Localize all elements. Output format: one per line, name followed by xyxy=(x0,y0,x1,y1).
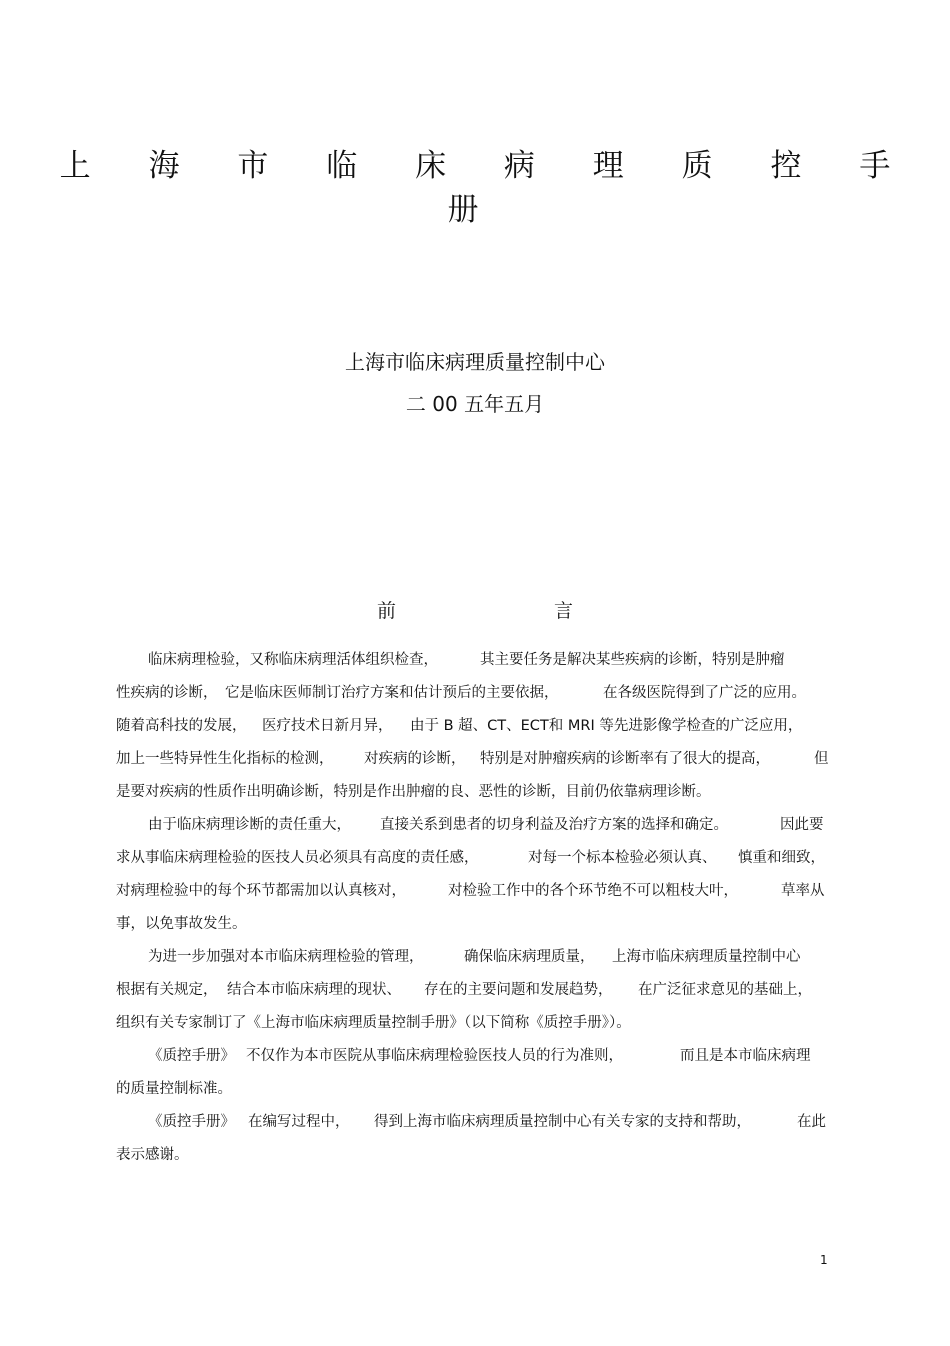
publication-date: 二 00 五年五月 xyxy=(405,392,545,416)
text-segment: 对疾病的诊断， xyxy=(364,751,466,767)
text-segment: 不仅作为本市医院从事临床病理检验医技人员的行为准则， xyxy=(246,1048,623,1064)
text-segment: 结合本市临床病理的现状、 xyxy=(227,982,401,998)
text-segment: 存在的主要问题和发展趋势， xyxy=(424,982,613,998)
text-segment: 加上一些特异性生化指标的检测， xyxy=(116,751,334,767)
text-segment: 而且是本市临床病理 xyxy=(680,1048,811,1064)
text-segment: 在各级医院得到了广泛的应用。 xyxy=(603,685,806,701)
body-line xyxy=(0,648,950,672)
page-number: 1 xyxy=(820,1253,828,1267)
text-segment: 是要对疾病的性质作出明确诊断，特别是作出肿瘤的良、恶性的诊断，目前仍依靠病理诊断。 xyxy=(116,784,711,800)
text-segment: 的质量控制标准。 xyxy=(116,1081,232,1097)
body-line xyxy=(0,912,950,936)
text-segment: 对病理检验中的每个环节都需加以认真核对， xyxy=(116,883,406,899)
text-segment: 上海市临床病理质量控制中心 xyxy=(612,949,801,965)
body-line xyxy=(0,747,950,771)
text-segment: 为进一步加强对本市临床病理检验的管理， xyxy=(148,949,424,965)
text-segment: 性疾病的诊断， xyxy=(116,685,218,701)
text-segment: 因此要 xyxy=(780,817,824,833)
body-line xyxy=(0,681,950,705)
text-segment: 在编写过程中， xyxy=(248,1114,350,1130)
text-segment: 医疗技术日新月异， xyxy=(262,718,393,734)
text-segment: 得到上海市临床病理质量控制中心有关专家的支持和帮助， xyxy=(374,1114,751,1130)
text-segment: 组织有关专家制订了《上海市临床病理质量控制手册》（以下简称《质控手册》）。 xyxy=(116,1015,631,1031)
body-line xyxy=(0,1044,950,1068)
preface-heading: 前 言 xyxy=(376,600,650,622)
body-line xyxy=(0,846,950,870)
text-segment: 对每一个标本检验必须认真、 xyxy=(528,850,717,866)
text-segment: 根据有关规定， xyxy=(116,982,218,998)
text-segment: 随着高科技的发展， xyxy=(116,718,247,734)
text-segment: 表示感谢。 xyxy=(116,1147,189,1163)
text-segment: 慎重和细致， xyxy=(738,850,825,866)
text-segment: 在广泛征求意见的基础上， xyxy=(638,982,812,998)
body-line xyxy=(0,978,950,1002)
text-segment: 特别是对肿瘤疾病的诊断率有了很大的提高， xyxy=(480,751,770,767)
text-segment: 临床病理检验，又称临床病理活体组织检查， xyxy=(148,652,438,668)
text-segment: 由于临床病理诊断的责任重大， xyxy=(148,817,351,833)
text-segment: 其主要任务是解决某些疾病的诊断，特别是肿瘤 xyxy=(480,652,785,668)
text-segment: 草率从 xyxy=(781,883,825,899)
body-line xyxy=(0,1143,950,1167)
body-line xyxy=(0,714,950,738)
body-line xyxy=(0,879,950,903)
text-segment: 《质控手册》 xyxy=(148,1048,235,1064)
body-line xyxy=(0,1011,950,1035)
body-line xyxy=(0,780,950,804)
text-segment: 由于 B 超、CT、ECT和 MRI 等先进影像学检查的广泛应用， xyxy=(410,718,803,734)
body-line xyxy=(0,1077,950,1101)
text-segment: 《质控手册》 xyxy=(148,1114,235,1130)
text-segment: 在此 xyxy=(797,1114,826,1130)
text-segment: 对检验工作中的各个环节绝不可以粗枝大叶， xyxy=(448,883,738,899)
body-line xyxy=(0,945,950,969)
text-segment: 求从事临床病理检验的医技人员必须具有高度的责任感， xyxy=(116,850,479,866)
text-segment: 确保临床病理质量， xyxy=(464,949,595,965)
text-segment: 直接关系到患者的切身利益及治疗方案的选择和确定。 xyxy=(380,817,728,833)
text-segment: 但 xyxy=(814,751,829,767)
body-line xyxy=(0,813,950,837)
organization-name: 上海市临床病理质量控制中心 xyxy=(345,350,605,374)
text-segment: 它是临床医师制订治疗方案和估计预后的主要依据， xyxy=(225,685,559,701)
text-segment: 事，以免事故发生。 xyxy=(116,916,247,932)
document-title: 上 海 市 临 床 病 理 质 控 手 册 xyxy=(59,148,915,228)
body-line xyxy=(0,1110,950,1134)
